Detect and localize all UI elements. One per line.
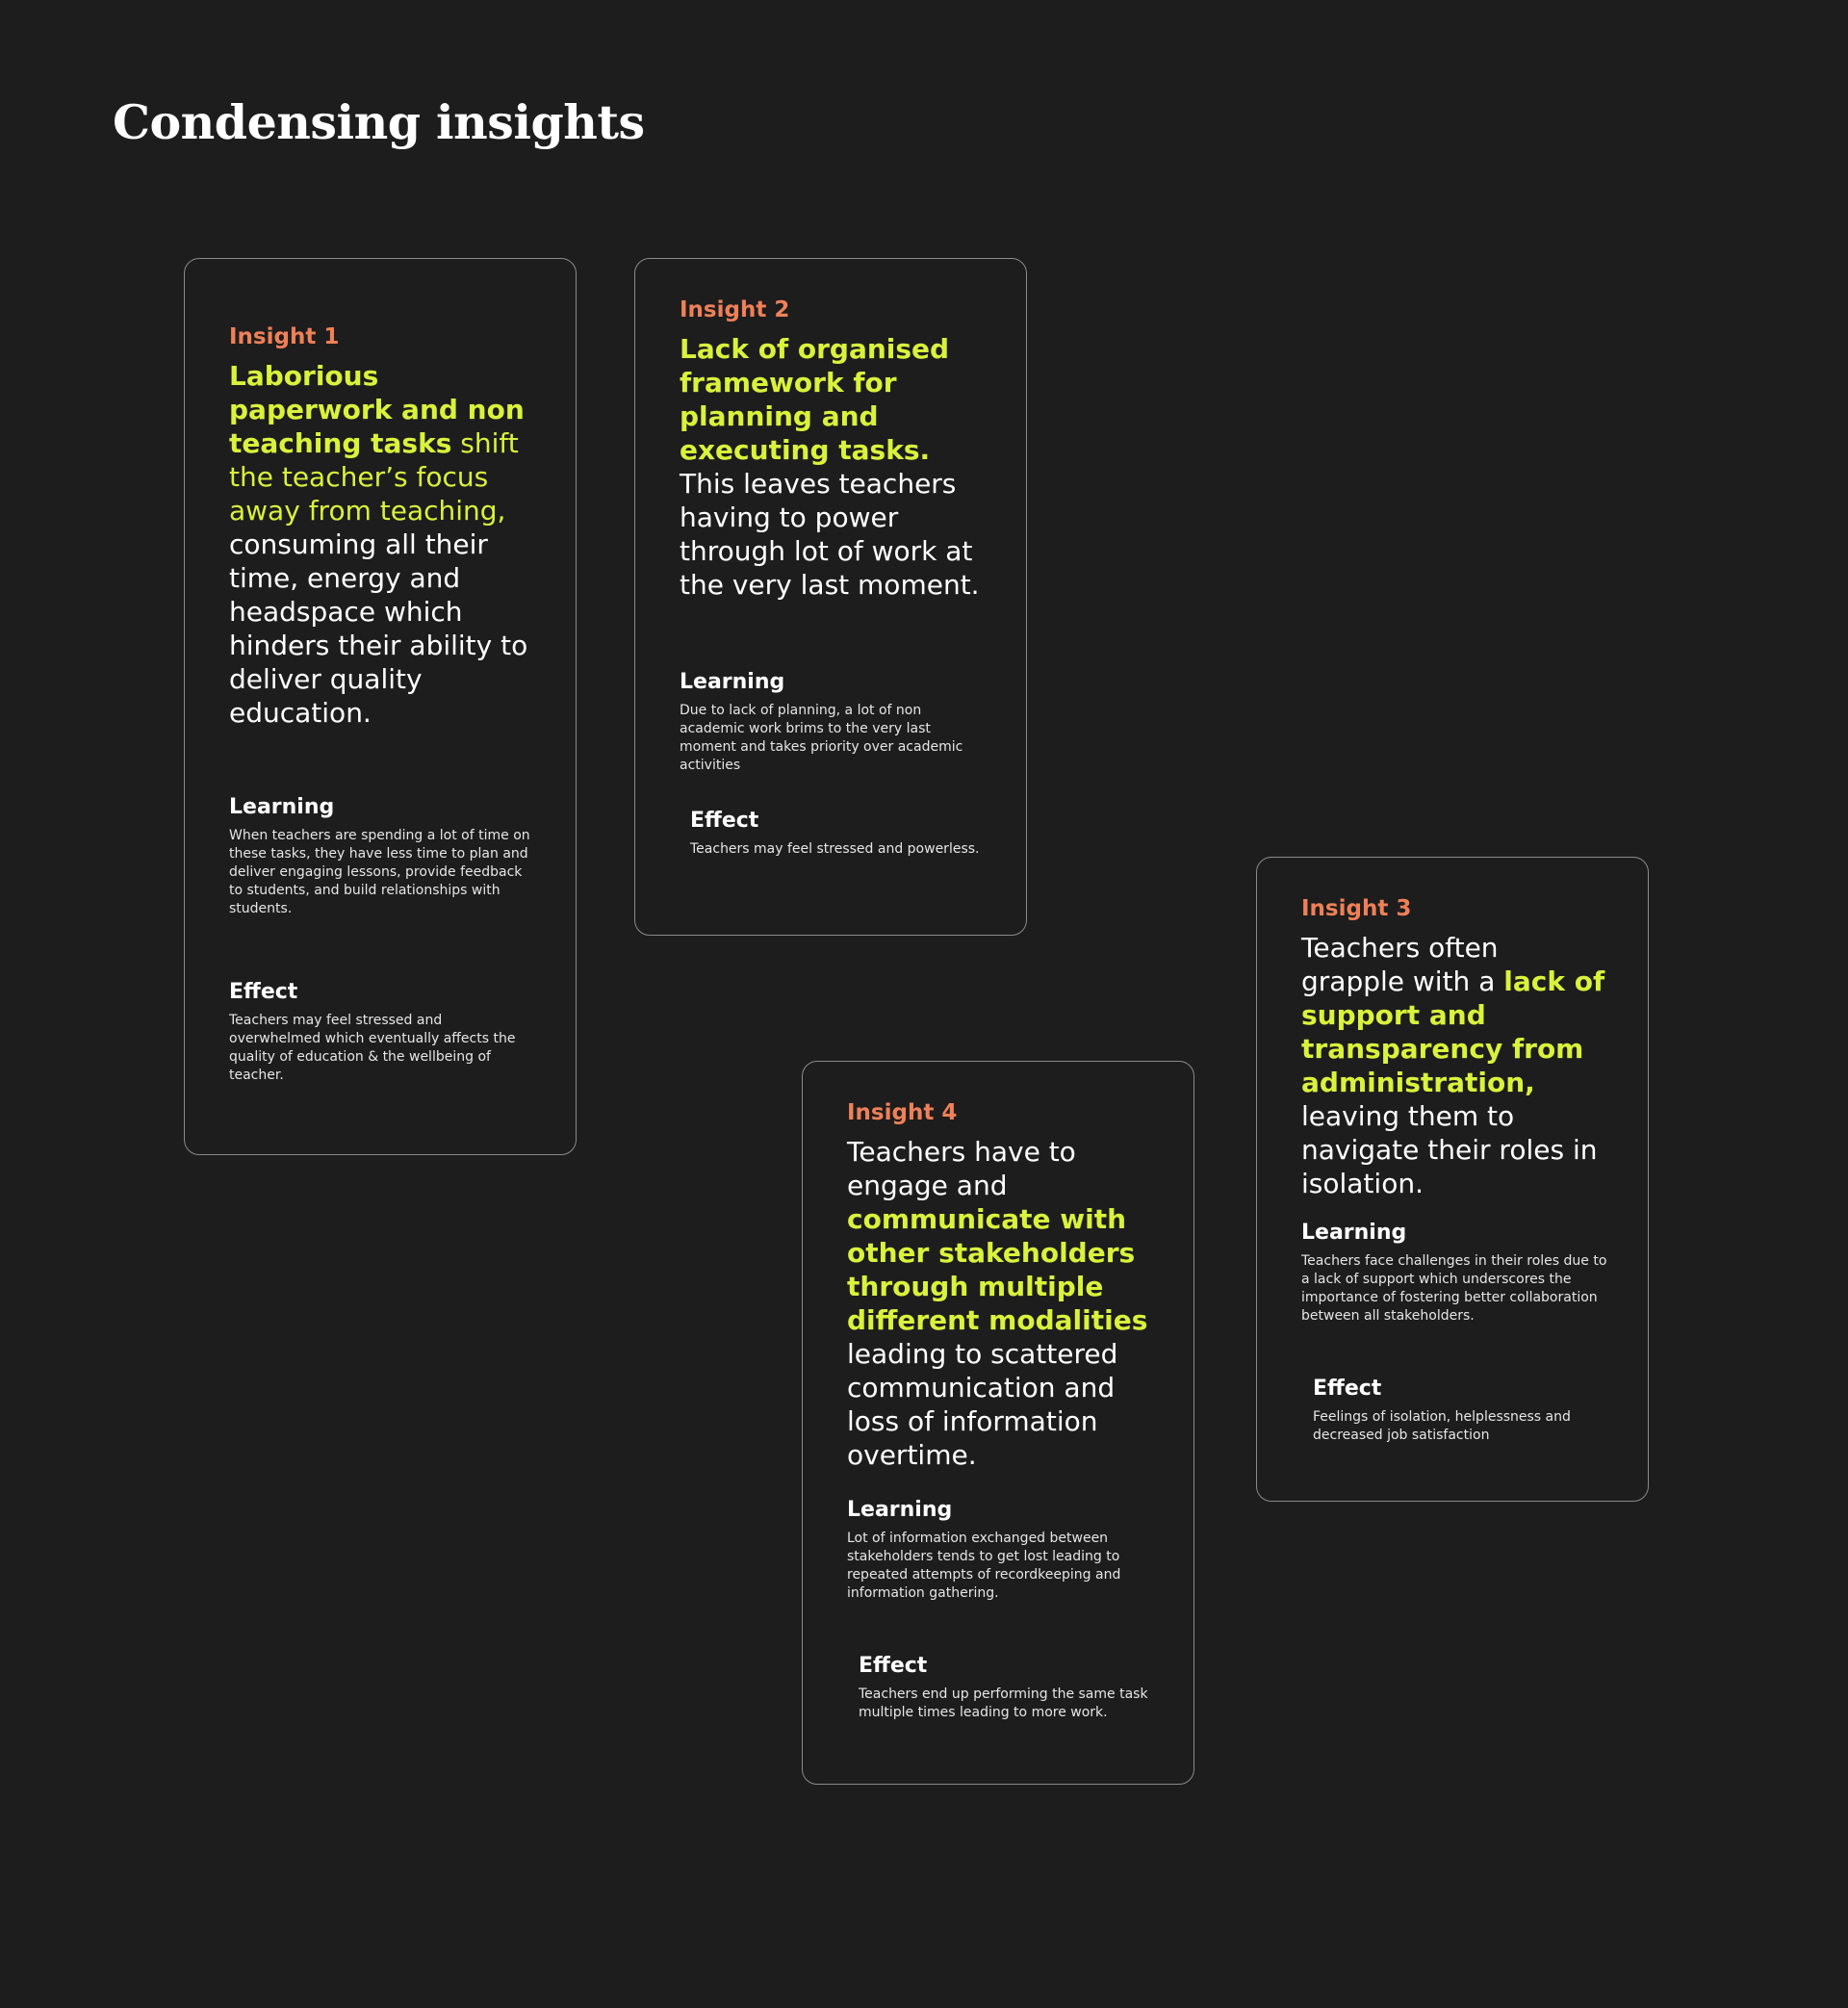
insight-label: Insight 1 [229,324,340,349]
effect-heading: Effect [859,1654,928,1678]
effect-section [859,1653,1155,1722]
effect-section [1313,1376,1609,1445]
learning-heading: Learning [847,1498,953,1522]
insight-label: Insight 4 [847,1100,958,1125]
effect-text: Teachers may feel stressed and overwhelmed which eventually affects the quality of education & the wellbeing of teacher. [229,1013,516,1083]
learning-text: When teachers are spending a lot of time on these tasks, they have less time to plan and deliver engaging lessons, provide feedback to students, and build relationships with students. [229,828,530,916]
insight-text: This leaves teachers having to power through lot of work at the very last moment. [680,468,980,601]
insight-statement [680,332,988,602]
learning-text: Due to lack of planning, a lot of non academic work brims to the very last moment and takes priority over academic activities [680,703,963,773]
insight-label: Insight 2 [680,297,790,322]
insight-text: leaving them to navigate their roles in isolation. [1301,1100,1598,1199]
effect-text: Teachers may feel stressed and powerless. [690,841,980,857]
insight-text: leading to scattered communication and loss of information overtime. [847,1338,1118,1471]
insight-card-1 [184,258,577,1155]
learning-heading: Learning [680,670,785,694]
insight-statement [847,1135,1155,1472]
learning-section [680,669,988,775]
insight-label: Insight 3 [1301,896,1412,921]
learning-text: Teachers face challenges in their roles due to a lack of support which underscores the importance of fostering better collaboration between all stakeholders. [1301,1253,1607,1324]
insight-card-3 [1256,857,1649,1502]
effect-text: Teachers end up performing the same task multiple times leading to more work. [859,1686,1148,1720]
insight-statement [229,359,537,730]
effect-section [229,979,537,1085]
learning-text: Lot of information exchanged between stakeholders tends to get lost leading to repeated attempts of recordkeeping and information gathering. [847,1531,1121,1601]
effect-heading: Effect [690,809,759,833]
insight-highlight: communicate with other stakeholders through multiple different modalities [847,1203,1148,1336]
effect-heading: Effect [1313,1377,1382,1401]
insight-statement [1301,931,1609,1200]
learning-section [847,1497,1155,1603]
learning-section [229,794,537,918]
insight-text: Teachers have to engage and [847,1136,1076,1201]
insight-highlight: lack of support and transparency from administration, [1301,965,1605,1098]
insight-highlight: Laborious paperwork and non teaching tasks [229,360,525,459]
page-title: Condensing insights [113,94,645,150]
effect-section [690,808,988,859]
insight-card-2 [634,258,1027,936]
effect-heading: Effect [229,980,298,1004]
insight-highlight: shift the teacher’s focus away from teaching, [229,427,519,527]
insight-text: Teachers often grapple with a [1301,932,1504,997]
insight-card-4 [802,1061,1194,1785]
learning-heading: Learning [229,795,335,819]
learning-heading: Learning [1301,1221,1407,1245]
insight-text: consuming all their time, energy and headspace which hinders their ability to deliver quality education. [229,528,528,729]
insight-highlight: Lack of organised framework for planning and executing tasks. [680,333,950,466]
learning-section [1301,1220,1609,1326]
effect-text: Feelings of isolation, helplessness and decreased job satisfaction [1313,1409,1571,1443]
